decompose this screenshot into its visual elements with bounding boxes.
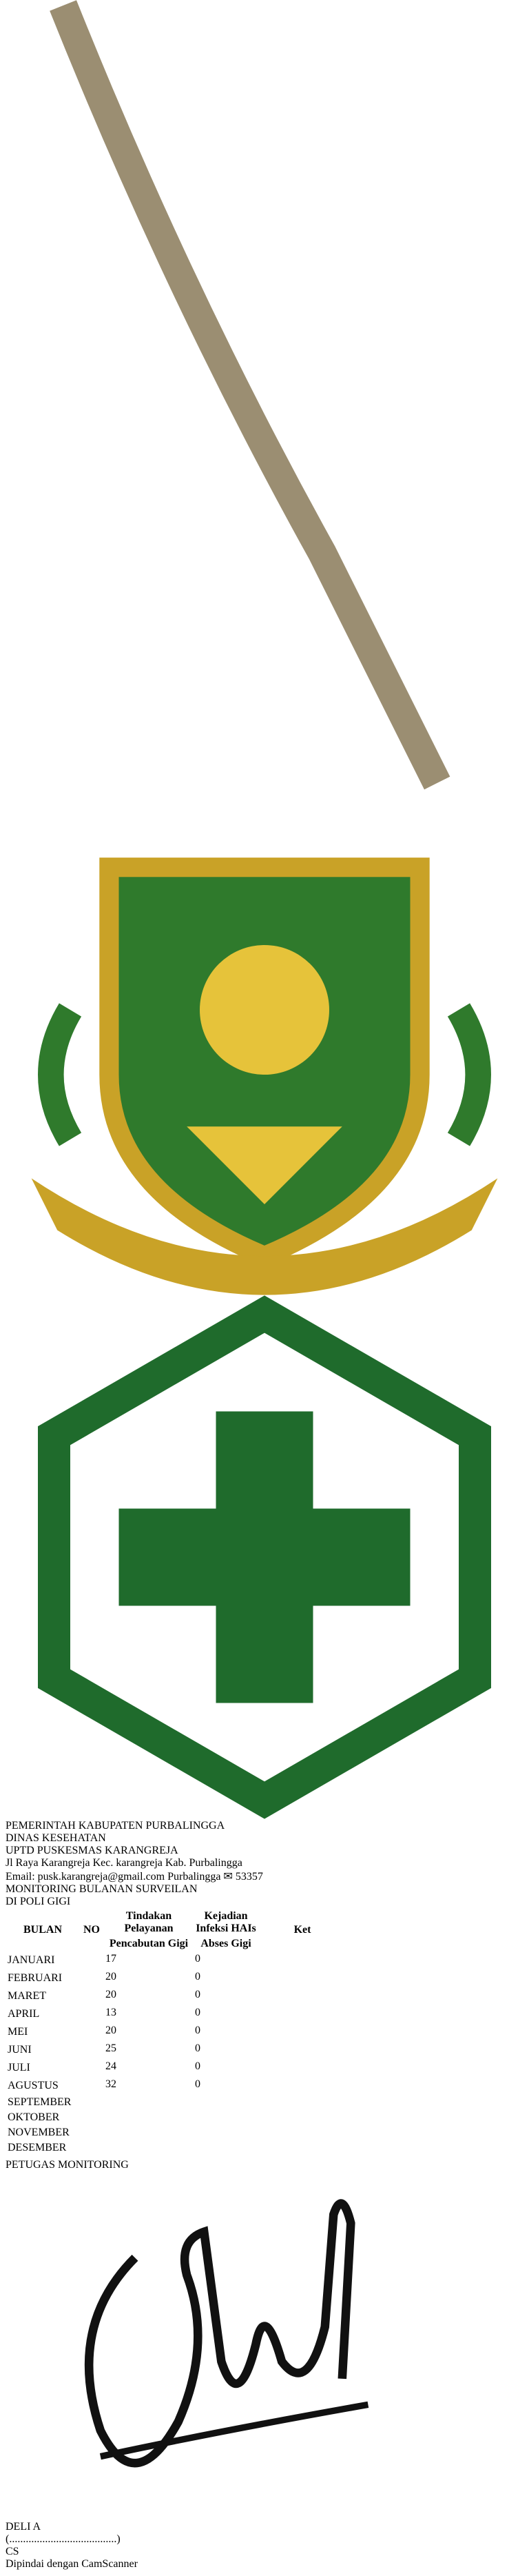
month-cell: APRIL [8, 2008, 40, 2020]
month-cell: FEBRUARI [8, 1972, 63, 1985]
table-row [7, 2111, 346, 2117]
pencabutan-cell: 20 [105, 2025, 116, 2037]
empty-cell [259, 2093, 346, 2094]
col-header-tindakan: Tindakan Pelayanan [124, 1910, 174, 1935]
abses-cell [194, 2141, 258, 2147]
table-row-trailing [7, 2156, 346, 2158]
no-cell [80, 2078, 103, 2091]
no-cell [80, 1952, 103, 1966]
month-cell: JANUARI [8, 1954, 55, 1967]
ket-cell [259, 1952, 346, 1966]
empty-cell [259, 2057, 346, 2058]
table-row [7, 2096, 346, 2102]
ket-cell [259, 2078, 346, 2091]
table-row [7, 2141, 346, 2147]
abses-cell: 0 [195, 2060, 200, 2073]
pencabutan-cell [105, 2126, 193, 2132]
pencabutan-cell: 25 [105, 2042, 116, 2055]
empty-cell [105, 2156, 193, 2158]
empty-cell [194, 2093, 258, 2094]
handwritten-signature [6, 2171, 523, 2517]
abses-cell: 0 [195, 2025, 200, 2037]
table-row [7, 2060, 346, 2073]
header-line-institution: UPTD PUSKESMAS KARANGREJA [6, 1845, 178, 1857]
no-cell [80, 2024, 103, 2038]
empty-cell [259, 2118, 346, 2124]
empty-cell [259, 2149, 346, 2155]
ket-cell [259, 2141, 346, 2147]
pencabutan-cell: 20 [105, 1989, 116, 2001]
pencabutan-cell: 13 [105, 2007, 116, 2019]
no-cell [80, 1988, 103, 2002]
empty-cell [259, 2103, 346, 2109]
ket-cell [259, 2126, 346, 2132]
ket-cell [259, 2111, 346, 2117]
month-cell: JULI [8, 2062, 30, 2074]
empty-cell [259, 1985, 346, 1987]
abses-cell [194, 2126, 258, 2132]
document-subtitle: DI POLI GIGI [6, 1896, 71, 1908]
no-cell [80, 2096, 103, 2102]
abses-cell: 0 [195, 1989, 200, 2001]
empty-cell [194, 2057, 258, 2058]
abses-cell [194, 2096, 258, 2102]
empty-cell [194, 2021, 258, 2022]
empty-cell [80, 2075, 103, 2076]
email-link[interactable]: pusk.karangreja@gmail.com [37, 1871, 165, 1883]
empty-cell [80, 2021, 103, 2022]
regency-coat-of-arms-logo [6, 815, 523, 1295]
empty-cell [259, 2075, 346, 2076]
no-cell [80, 2126, 103, 2132]
signer-name: DELI A [6, 2520, 41, 2533]
corner-string [6, 6, 523, 812]
pencabutan-cell: 17 [105, 1953, 116, 1965]
empty-cell [105, 1967, 193, 1969]
header-line-department: DINAS KESEHATAN [6, 1832, 106, 1845]
empty-cell [105, 2118, 193, 2124]
table-row [7, 1952, 346, 1966]
col-header-kejadian-line1: Kejadian [204, 1910, 248, 1923]
month-cell: DESEMBER [8, 2142, 67, 2154]
no-cell [80, 2111, 103, 2117]
pencabutan-cell [105, 2096, 193, 2102]
col-header-no: NO [83, 1924, 100, 1936]
empty-cell [259, 2003, 346, 2005]
empty-cell [80, 2133, 103, 2140]
table-row [7, 2126, 346, 2132]
header-address: Jl Raya Karangreja Kec. karangreja Kab. Purbalingga [6, 1857, 242, 1869]
empty-cell [259, 2133, 346, 2140]
puskesmas-logo [6, 1298, 523, 1816]
empty-cell [194, 1967, 258, 1969]
empty-cell [80, 2156, 103, 2158]
empty-cell [259, 2021, 346, 2022]
email-label: Email: [6, 1871, 35, 1883]
empty-cell [80, 2093, 103, 2094]
col-header-kejadian [194, 1909, 258, 1936]
empty-cell [105, 2093, 193, 2094]
col-subheader-pencabutan: Pencabutan Gigi [109, 1938, 189, 1950]
header-contact [6, 1869, 523, 1883]
abses-cell: 0 [195, 2007, 200, 2019]
empty-cell [105, 2021, 193, 2022]
empty-cell [105, 2057, 193, 2058]
empty-cell [80, 2149, 103, 2155]
monitoring-table [6, 1908, 347, 2159]
empty-cell [80, 2003, 103, 2005]
header-line-government: PEMERINTAH KABUPATEN PURBALINGGA [6, 1820, 225, 1832]
abses-cell: 0 [195, 2042, 200, 2055]
empty-cell [194, 2039, 258, 2040]
ket-cell [259, 2042, 346, 2056]
ket-cell [259, 1988, 346, 2002]
no-cell [80, 1970, 103, 1984]
pencabutan-cell: 24 [105, 2060, 116, 2073]
no-cell [80, 2006, 103, 2020]
month-cell: OKTOBER [8, 2111, 60, 2124]
empty-cell [194, 2075, 258, 2076]
empty-cell [194, 1985, 258, 1987]
col-header-kejadian-line2: Infeksi HAIs [196, 1923, 256, 1935]
pencabutan-cell: 32 [105, 2078, 116, 2091]
abses-cell [194, 2111, 258, 2117]
empty-cell [194, 2118, 258, 2124]
officer-heading: PETUGAS MONITORING [6, 2159, 129, 2171]
ket-cell [259, 2024, 346, 2038]
empty-cell [105, 2149, 193, 2155]
document-title: MONITORING BULANAN SURVEILAN [6, 1883, 198, 1896]
abses-cell: 0 [195, 1971, 200, 1983]
empty-cell [259, 2156, 346, 2158]
empty-cell [105, 1985, 193, 1987]
month-cell: NOVEMBER [8, 2127, 70, 2139]
empty-cell [194, 2003, 258, 2005]
table-body [7, 1952, 346, 2158]
table-row [7, 2006, 346, 2020]
empty-cell [7, 2156, 79, 2158]
no-cell [80, 2141, 103, 2147]
empty-cell [105, 2103, 193, 2109]
ket-cell [259, 2006, 346, 2020]
pencabutan-cell: 20 [105, 1971, 116, 1983]
col-header-bulan: BULAN [23, 1924, 62, 1936]
month-cell: SEPTEMBER [8, 2096, 72, 2109]
month-cell: MARET [8, 1990, 46, 2002]
table-row [7, 2042, 346, 2056]
no-cell [80, 2042, 103, 2056]
empty-cell [259, 2039, 346, 2040]
empty-cell [194, 2156, 258, 2158]
empty-cell [194, 2133, 258, 2140]
month-cell: JUNI [8, 2044, 32, 2056]
camscanner-icon: CS [6, 2545, 19, 2557]
abses-cell: 0 [195, 1953, 200, 1965]
camscanner-badge [6, 2546, 523, 2570]
empty-cell [80, 1985, 103, 1987]
empty-cell [194, 2103, 258, 2109]
empty-cell [80, 2057, 103, 2058]
signature-line: (.......................................) [6, 2533, 121, 2545]
empty-cell [194, 2149, 258, 2155]
empty-cell [80, 2118, 103, 2124]
month-cell: AGUSTUS [8, 2080, 59, 2092]
pencabutan-cell [105, 2111, 193, 2117]
empty-cell [80, 2039, 103, 2040]
abses-cell: 0 [195, 2078, 200, 2091]
empty-cell [105, 2003, 193, 2005]
table-row [7, 2078, 346, 2091]
empty-cell [105, 2039, 193, 2040]
empty-cell [259, 1967, 346, 1969]
ket-cell [259, 2060, 346, 2073]
empty-cell [80, 2103, 103, 2109]
ket-cell [259, 2096, 346, 2102]
table-row [7, 1988, 346, 2002]
ket-cell [259, 1970, 346, 1984]
empty-cell [105, 2075, 193, 2076]
month-cell: MEI [8, 2026, 28, 2038]
col-subheader-abses: Abses Gigi [200, 1938, 251, 1950]
empty-cell [80, 1967, 103, 1969]
table-row [7, 1970, 346, 1984]
camscanner-text: Dipindai dengan CamScanner [6, 2557, 138, 2570]
no-cell [80, 2060, 103, 2073]
table-row [7, 2024, 346, 2038]
empty-cell [105, 2133, 193, 2140]
pencabutan-cell [105, 2141, 193, 2147]
col-header-ket: Ket [293, 1924, 311, 1936]
contact-tail: Purbalingga ✉ 53357 [167, 1871, 263, 1883]
